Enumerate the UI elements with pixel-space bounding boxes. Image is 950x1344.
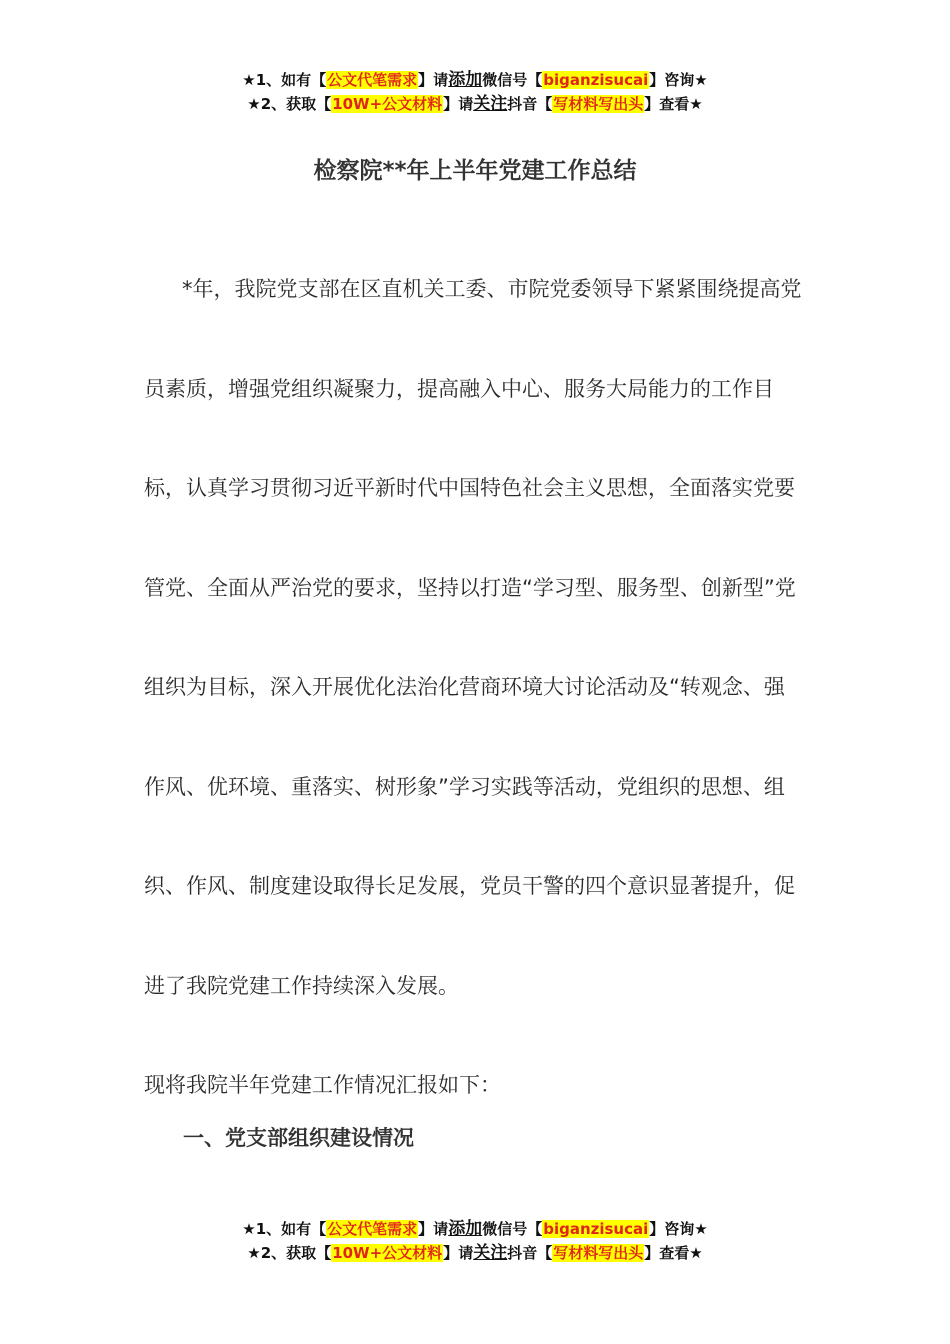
banner-text: 】查看★ [644,1244,703,1262]
header-banner [0,68,950,116]
banner-line-2 [0,1241,950,1265]
banner-underline: 添加 [448,70,483,90]
banner-text: ★1、如有【 [242,71,327,89]
body-intro: 现将我院半年党建工作情况汇报如下： [144,1073,501,1097]
banner-line-2 [0,92,950,116]
banner-highlight: 写材料写出头 [553,95,644,113]
document-body [144,240,804,1136]
banner-text: 】咨询★ [649,1220,708,1238]
banner-line-1 [0,1217,950,1241]
banner-text: 】查看★ [644,95,703,113]
banner-highlight: 公文代笔需求 [327,71,418,89]
banner-highlight: 10W+公文材料 [332,95,443,113]
banner-line-1 [0,68,950,92]
banner-underline: 添加 [448,1219,483,1239]
banner-underline: 关注 [473,1243,508,1263]
banner-text: ★2、获取【 [247,95,332,113]
banner-highlight: biganzisucai [543,71,649,89]
banner-underline: 关注 [473,94,508,114]
footer-banner [0,1217,950,1265]
banner-text: 】请 [443,95,474,113]
banner-text: 】请 [418,71,449,89]
banner-text: ★1、如有【 [242,1220,327,1238]
document-title: 检察院**年上半年党建工作总结 [313,158,637,184]
banner-text: 】请 [443,1244,474,1262]
banner-text: 抖音【 [507,1244,553,1262]
banner-text: 微信号【 [482,1220,543,1238]
banner-highlight: 写材料写出头 [553,1244,644,1262]
section-heading: 一、党支部组织建设情况 [183,1126,414,1150]
banner-text: ★2、获取【 [247,1244,332,1262]
body-paragraph: *年，我院党支部在区直机关工委、市院党委领导下紧紧围绕提高党员素质，增强党组织凝聚力，提高融入中心、服务大局能力的工作目标，认真学习贯彻习近平新时代中国特色社会主义思想，全面落实党要管党、全面从严治党的要求，坚持以打造“学习型、服务型、创新型”党组织为目标，深入开展优化法治化营商环境大讨论活动及“转观念、强作风、优环境、重落实、树形象”学习实践等活动，党组织的思想、组织、作风、制度建设取得长足发展，党员干警的四个意识显著提升，促进了我院党建工作持续深入发展。 [144,277,802,998]
banner-text: 抖音【 [507,95,553,113]
banner-highlight: 10W+公文材料 [332,1244,443,1262]
banner-text: 微信号【 [482,71,543,89]
banner-text: 】请 [418,1220,449,1238]
banner-highlight: biganzisucai [543,1220,649,1238]
banner-highlight: 公文代笔需求 [327,1220,418,1238]
banner-text: 】咨询★ [649,71,708,89]
